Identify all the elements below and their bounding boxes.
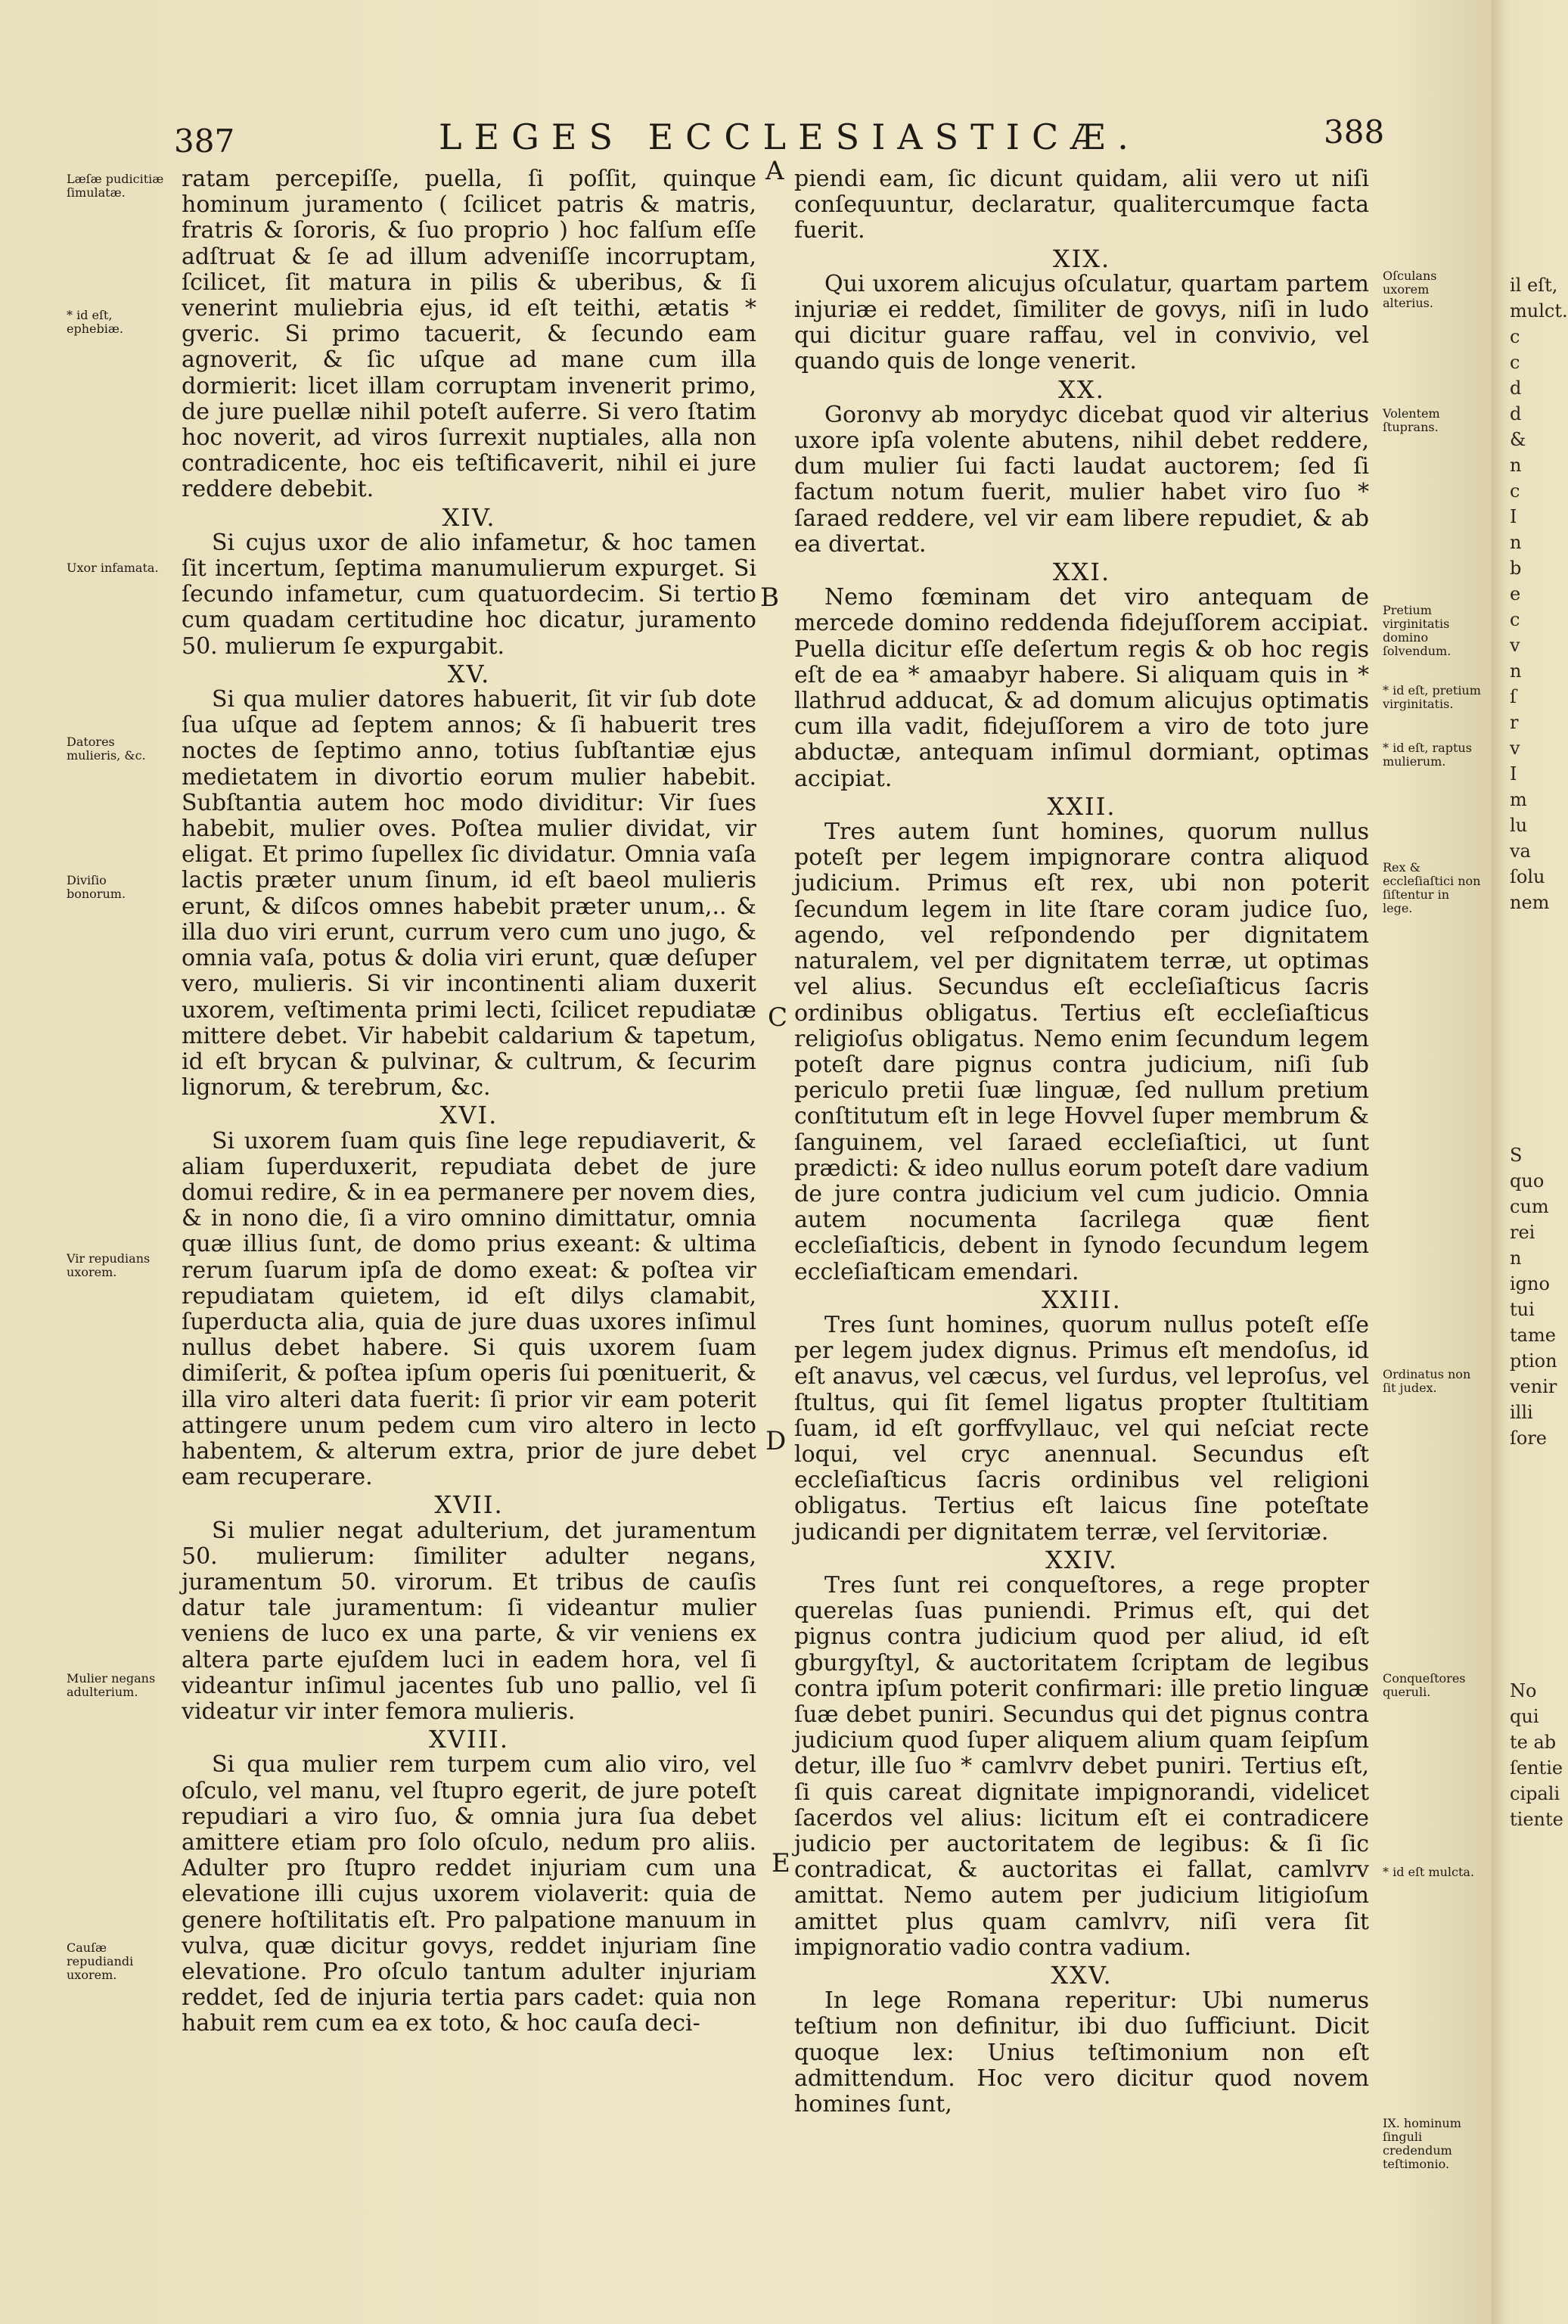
edge-text-fragment: quo xyxy=(1510,1170,1545,1192)
edge-text-fragment: v xyxy=(1510,738,1520,759)
edge-text-fragment: tame xyxy=(1510,1325,1556,1346)
edge-text-fragment: ption xyxy=(1510,1350,1557,1372)
body-paragraph: piendi eam, ſic dicunt quidam, alii vero ut niſi conſequuntur, declaratur, qualitercumque facta fuerit. xyxy=(794,166,1369,244)
edge-text-fragment: tiente xyxy=(1510,1809,1563,1830)
body-paragraph: Tres autem ſunt homines, quorum nullus poteſt per legem impignorare contra aliquod judicium. Primus eſt rex, ubi non poterit ſecundum legem in lite ſtare coram judice ſuo, agendo, vel reſpondendo per dignitatem naturalem, vel per dignitatem terræ, ut optimas vel alius. Secundus eſt eccleſiaſticus ſacris ordinibus obligatus. Tertius eſt eccleſiaſticus religioſus obligatus. Nemo enim ſecundum legem poteſt dare pignus contra judicium, niſi ſub periculo pretii ſuæ linguæ, ſed nullum pretium conſtitutum eſt in lege Hovvel ſuper membrum & ſanguinem, vel ſaraed eccleſiaſtici, ut ſunt prædicti: & ideo nullus eorum poteſt dare vadium de jure contra judicium vel cum judicio. Omnia autem nocumenta ſacrilega quæ fient eccleſiaſticis, debent in ſynodo ſecundum legem eccleſiaſticam emendari. xyxy=(794,819,1369,1285)
margin-note: Vir repudians uxorem. xyxy=(67,1251,151,1279)
body-paragraph: Nemo fœminam det viro antequam de mercede domino reddenda fidejuſſorem accipiat. Puella dicitur eſſe deſertum regis & ob hoc regis eſt de ea * amaabyr habere. Si aliquam quis in * llathrud adducat, & ad domum alicujus optimatis cum illa vadit, fidejuſſorem a viro de toto jure abductæ, antequam inſimul dormiant, optimas accipiat. xyxy=(794,584,1369,792)
section-number: XXIII. xyxy=(1042,1285,1122,1314)
section-letter-b: B xyxy=(760,583,779,613)
section-number: XVIII. xyxy=(429,1725,509,1754)
edge-text-fragment: S xyxy=(1510,1145,1523,1166)
edge-text-fragment: n xyxy=(1510,455,1522,476)
edge-text-fragment: I xyxy=(1510,763,1517,785)
body-paragraph: Si cujus uxor de alio infametur, & hoc tamen ſit incertum, ſeptima manumulierum expurget. Si ſecundo infametur, cum quatuordecim. Si tertio cum quadam certitudine hoc dicatur, juramento 50. mulierum ſe expurgabit. xyxy=(182,529,756,660)
edge-text-fragment: qui xyxy=(1510,1706,1539,1727)
edge-text-fragment: mulct. xyxy=(1510,300,1568,322)
edge-text-fragment: n xyxy=(1510,1247,1522,1269)
edge-text-fragment: ſolu xyxy=(1510,866,1545,887)
edge-text-fragment: d xyxy=(1510,377,1522,399)
margin-note: Læſæ pudicitiæ ſimulatæ. xyxy=(67,172,164,200)
section-number: XV. xyxy=(447,659,491,688)
edge-text-fragment: e xyxy=(1510,583,1521,604)
edge-text-fragment: tui xyxy=(1510,1299,1535,1320)
edge-text-fragment: cipali xyxy=(1510,1783,1560,1804)
edge-text-fragment: n xyxy=(1510,660,1522,682)
body-paragraph: Tres ſunt rei conqueſtores, a rege propter querelas ſuas puniendi. Primus eſt, qui det pignus contra judicium quod per aliud, id eſt gburgyſtyl, & auctoritatem ſcriptam de legibus contra ipſum poterit confirmari: ille pretio linguæ ſuæ debet puniri. Secundus qui det pignus contra judicium quod ſuper aliquem alium quam ſeipſum detur, ille ſuo * camlvrv debet puniri. Tertius eſt, ſi quis careat dignitate impignorandi, videlicet ſacerdos vel alius: licitum eſt ei contradicere judicio per auctoritatem de legibus: & ſi ſic contradicat, & auctoritas ei fallat, camlvrv amittat. Nemo autem per judicium litigioſum amittet plus quam camlvrv, niſi vera ſit impignoratio vadio contra vadium. xyxy=(794,1571,1369,1961)
body-paragraph: Si qua mulier rem turpem cum alio viro, vel oſculo, vel manu, vel ſtupro egerit, de jure poteſt repudiari a viro ſuo, & omnia jura ſua debet amittere etiam pro ſolo oſculo, nedum pro aliis. Adulter pro ſtupro reddet injuriam cum una elevatione illi cujus uxorem violaverit: quia de genere hoſtilitatis eſt. Pro palpatione manuum in vulva, quæ dicitur govys, reddet injuriam ſine elevatione. Pro oſculo tantum adulter injuriam reddet, ſed de injuria tertia pars cadet: quia non habuit rem cum ea ex toto, & hoc cauſa deci- xyxy=(182,1751,756,2037)
edge-text-fragment: b xyxy=(1510,558,1522,579)
edge-text-fragment: igno xyxy=(1510,1273,1550,1294)
body-paragraph: Si qua mulier datores habuerit, ſit vir ſub dote ſua uſque ad ſeptem annos; & ſi habuerit tres noctes de ſeptimo anno, totius ſubſtantiæ ejus medietatem in divortio eorum mulier habebit. Subſtantia autem hoc modo dividitur: Vir ſues habebit, mulier oves. Poſtea mulier dividat, vir eligat. Et primo ſupellex ſic dividatur. Omnia vaſa lactis præter unum ſinum, id eſt baeol mulieris erunt, & diſcos omnes habebit præter unum,.. & illa duo viri erunt, currum vero cum uno jugo, & omnia vaſa, potus & dolia viri erunt, quæ deſuper vero, mulieris. Si vir incontinenti aliam duxerit uxorem, veſtimenta primi lecti, ſcilicet repudiatæ mittere debet. Vir habebit caldarium & tapetum, id eſt brycan & pulvinar, & cultrum, & ſecurim lignorum, & terebrum, &c. xyxy=(182,686,756,1101)
edge-text-fragment: d xyxy=(1510,403,1522,424)
edge-text-fragment: No xyxy=(1510,1680,1537,1701)
edge-text-fragment: rei xyxy=(1510,1222,1535,1243)
section-number: XVII. xyxy=(434,1490,504,1520)
margin-note: * id eſt, pretium virginitatis. xyxy=(1383,683,1481,711)
right-page-number: 388 xyxy=(1324,113,1385,151)
edge-text-fragment: v xyxy=(1510,635,1520,656)
edge-text-fragment: il eſt, xyxy=(1510,275,1558,296)
margin-note: Datores mulieris, &c. xyxy=(67,735,146,763)
edge-text-fragment: c xyxy=(1510,352,1520,373)
running-title: LEGES ECCLESIASTICÆ. xyxy=(439,117,1141,157)
edge-text-fragment: & xyxy=(1510,429,1526,450)
edge-text-fragment: va xyxy=(1510,840,1531,862)
edge-text-fragment: venir xyxy=(1510,1376,1557,1397)
edge-text-fragment: illi xyxy=(1510,1402,1533,1423)
section-letter-c: C xyxy=(768,1002,788,1033)
margin-note: Ordinatus non ſit judex. xyxy=(1383,1367,1471,1395)
margin-note: IX. hominum ſinguli credendum teſtimonio. xyxy=(1383,2116,1461,2171)
section-letter-e: E xyxy=(772,1848,790,1878)
body-paragraph: Tres ſunt homines, quorum nullus poteſt eſſe per legem judex dignus. Primus eſt mendoſus, id eſt anavus, vel cæcus, vel ſurdus, vel leproſus, vel ſtultus, qui ſit ſemel ligatus propter ſtultitiam ſuam, id eſt gorffvyllauc, vel qui neſciat recte loqui, vel cryc anennual. Secundus eſt eccleſiaſticus ſacris ordinibus vel religioni obligatus. Tertius eſt laicus ſine poteſtate judicandi per dignitatem terræ, vel ſervitoriæ. xyxy=(794,1311,1369,1546)
section-number: XIX. xyxy=(1052,244,1111,273)
margin-note: Cauſæ repudiandi uxorem. xyxy=(67,1940,134,1982)
margin-note: * id eſt, ephebiæ. xyxy=(67,308,123,336)
section-letter-d: D xyxy=(765,1426,787,1456)
facing-page-edge xyxy=(1492,0,1568,2324)
margin-note: * id eſt, raptus mulierum. xyxy=(1383,741,1472,769)
margin-note: Pretium virginitatis domino ſolvendum. xyxy=(1383,603,1452,658)
edge-text-fragment: I xyxy=(1510,506,1517,527)
section-number: XIV. xyxy=(442,502,496,532)
edge-text-fragment: c xyxy=(1510,326,1520,347)
section-number: XXII. xyxy=(1047,791,1116,821)
margin-note: Volentem ſtuprans. xyxy=(1383,406,1440,434)
section-number: XXI. xyxy=(1052,558,1111,587)
edge-text-fragment: nem xyxy=(1510,892,1550,913)
body-paragraph: In lege Romana reperitur: Ubi numerus teſtium non definitur, ibi duo ſufficiunt. Dicit quoque lex: Unius teſtimonium non eſt admittendum. Hoc vero dicitur quod novem homines ſunt, xyxy=(794,1987,1369,2118)
section-letter-a: A xyxy=(765,156,784,186)
edge-text-fragment: cum xyxy=(1510,1196,1549,1217)
edge-text-fragment: r xyxy=(1510,712,1519,733)
margin-note: Conqueſtores queruli. xyxy=(1383,1671,1466,1699)
margin-note: Diviſio bonorum. xyxy=(67,873,126,901)
right-text-column xyxy=(794,166,1369,2117)
edge-text-fragment: c xyxy=(1510,480,1520,502)
edge-text-fragment: ſentie xyxy=(1510,1757,1563,1779)
body-paragraph: ratam percepiſſe, puella, ſi poſſit, quinque hominum juramento ( ſcilicet patris & matris, fratris & ſororis, & ſuo proprio ) hoc falſum eſſe adſtruat & ſe ad illum adveniſſe incorruptam, ſcilicet, ſit matura in pilis & uberibus, & ſi venerint muliebria ejus, id eſt teithi, ætatis * gveric. Si primo tacuerit, & ſecundo eam agnoverit, & ſic uſque ad mane cum illa dormierit: licet illam corruptam invenerit primo, de jure puellæ nihil poteſt auferre. Si vero ſtatim hoc noverit, ad viros ſurrexit nuptiales, alla non contradicente, hoc eis teſtificaverit, nihil ei jure reddere debebit. xyxy=(182,166,756,503)
edge-text-fragment: ſore xyxy=(1510,1428,1548,1449)
body-paragraph: Si mulier negat adulterium, det juramentum 50. mulierum: ſimiliter adulter negans, juramentum 50. virorum. Et tribus de cauſis datur tale juramentum: ſi videantur mulier veniens de luco ex una parte, & vir veniens ex altera parte ejuſdem luci in eadem hora, vel ſi videantur inſimul jacentes ſub uno pallio, vel ſi videatur vir inter femora mulieris. xyxy=(182,1517,756,1725)
section-number: XVI. xyxy=(439,1101,498,1130)
margin-note: Mulier negans adulterium. xyxy=(67,1671,156,1699)
body-paragraph: Si uxorem ſuam quis ſine lege repudiaverit, & aliam ſuperduxerit, repudiata debet de jure domui redire, & in ea permanere per novem dies, & in nono die, ſi a viro omnino dimittatur, omnia quæ illius ſunt, de domo prius exeant: & ultima rerum ſuarum ipſa de domo exeat: & poſtea vir repudiatam quietem, id eſt dilys clamabit, ſuperducta alia, quia de jure duas uxores inſimul nullus debet habere. Si quis uxorem ſuam dimiſerit, & poſtea ipſum operis ſui pœnituerit, & illa viro alteri data fuerit: ſi prior vir eam poterit attingere unum pedem cum viro altero in lecto habentem, & alterum extra, prior de jure debet eam recuperare. xyxy=(182,1127,756,1491)
edge-text-fragment: m xyxy=(1510,789,1527,810)
left-text-column xyxy=(182,166,756,2037)
edge-text-fragment: n xyxy=(1510,532,1522,553)
edge-text-fragment: c xyxy=(1510,609,1520,630)
edge-text-fragment: te ab xyxy=(1510,1732,1557,1753)
left-page-number: 387 xyxy=(174,123,235,160)
edge-text-fragment: lu xyxy=(1510,815,1528,836)
margin-note: * id eſt mulcta. xyxy=(1383,1865,1475,1879)
margin-note: Uxor infamata. xyxy=(67,561,159,575)
body-paragraph: Goronvy ab morydyc dicebat quod vir alterius uxore ipſa volente abutens, nihil debet reddere, dum mulier ſui facti laudat auctorem; ſed ſi factum notum fuerit, mulier habet viro ſuo * ſaraed reddere, vel vir eam libere repudiet, & ab ea divertat. xyxy=(794,401,1369,558)
body-paragraph: Qui uxorem alicujus oſculatur, quartam partem injuriæ ei reddet, ſimiliter de govys, niſi in ludo qui dicitur guare raffau, vel in convivio, vel quando quis de longe venerit. xyxy=(794,270,1369,375)
section-number: XXV. xyxy=(1051,1961,1113,1990)
edge-text-fragment: ſ xyxy=(1510,686,1517,707)
margin-note: Rex & eccleſiaſtici non ſiſtentur in lege. xyxy=(1383,860,1481,915)
section-number: XX. xyxy=(1058,374,1105,404)
section-number: XXIV. xyxy=(1045,1545,1118,1574)
margin-note: Oſculans uxorem alterius. xyxy=(1383,269,1437,310)
